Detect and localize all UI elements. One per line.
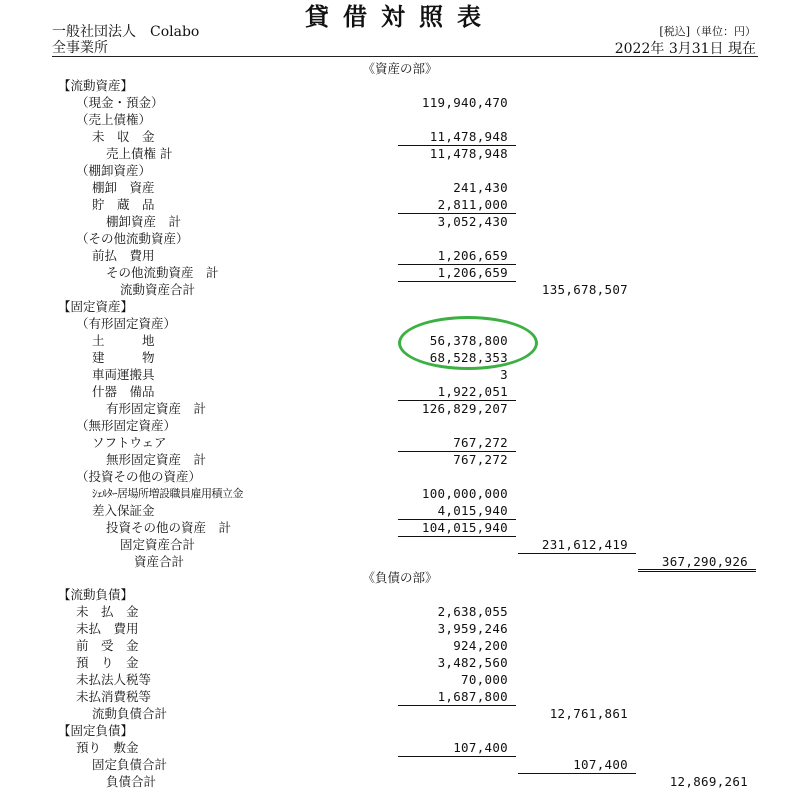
table-row	[0, 196, 800, 213]
division-name: 全事業所	[52, 40, 108, 56]
report-date: 2022年 3月31日 現在	[614, 41, 756, 57]
amount-value: 3	[500, 367, 508, 382]
amount-value: 107,400	[453, 740, 508, 755]
table-row	[0, 366, 800, 383]
amount-value: 241,430	[453, 180, 508, 195]
grand-total-value: 367,290,926	[661, 554, 748, 569]
table-row	[0, 620, 800, 637]
row-label: 前払 費用	[92, 248, 155, 263]
table-row	[0, 688, 800, 705]
amount-value: 11,478,948	[429, 129, 508, 144]
amount-value: 924,200	[453, 638, 508, 653]
table-row	[0, 281, 800, 298]
row-label: その他流動資産 計	[106, 265, 219, 280]
row-label: （その他流動資産）	[76, 231, 189, 246]
table-row	[0, 451, 800, 468]
tax-unit-label: [税込]（単位：円）	[659, 25, 756, 38]
row-label: 前 受 金	[76, 638, 139, 653]
amount-value: 2,811,000	[437, 197, 508, 212]
row-label: ソフトウェア	[92, 435, 167, 450]
amount-value: 1,206,659	[437, 248, 508, 263]
row-label: 固定負債合計	[92, 757, 168, 772]
sum-rule	[518, 553, 636, 554]
table-row	[0, 162, 800, 179]
row-label: 【流動負債】	[58, 587, 134, 602]
table-row	[0, 485, 800, 502]
table-row	[0, 128, 800, 145]
amount-value: 70,000	[461, 672, 508, 687]
total-value: 231,612,419	[541, 537, 628, 552]
row-label: ｼｪﾙﾀｰ居場所増設職員雇用積立金	[92, 487, 243, 500]
table-row	[0, 349, 800, 366]
header-rule	[52, 56, 758, 57]
row-label: 無形固定資産 計	[106, 452, 207, 467]
table-row	[0, 586, 800, 603]
amount-value: 2,638,055	[437, 604, 508, 619]
table-row	[0, 179, 800, 196]
total-value: 107,400	[573, 757, 628, 772]
subtotal-value: 104,015,940	[421, 520, 508, 535]
row-label: 未払法人税等	[76, 672, 152, 687]
table-row	[0, 603, 800, 620]
table-row	[0, 502, 800, 519]
grand-total-value: 12,869,261	[669, 774, 748, 789]
row-label: 資産合計	[134, 554, 185, 569]
page-title: 貸借対照表	[305, 2, 495, 31]
table-row	[0, 434, 800, 451]
table-row	[0, 654, 800, 671]
sum-rule	[398, 145, 516, 146]
total-value: 135,678,507	[541, 282, 628, 297]
row-label: （現金・預金）	[76, 95, 164, 110]
amount-value: 1,922,051	[437, 384, 508, 399]
amount-value: 3,482,560	[437, 655, 508, 670]
double-sum-rule	[638, 569, 756, 572]
table-row	[0, 468, 800, 485]
table-row	[0, 637, 800, 654]
row-label: 建 物	[92, 350, 155, 365]
table-row	[0, 671, 800, 688]
row-label: 固定資産合計	[120, 537, 196, 552]
row-label: 投資その他の資産 計	[106, 520, 232, 535]
total-value: 12,761,861	[549, 706, 628, 721]
row-label: 什器 備品	[92, 384, 155, 399]
row-label: （棚卸資産）	[76, 163, 152, 178]
sum-rule	[398, 756, 516, 757]
row-label: 土 地	[92, 333, 155, 348]
row-label: 未払消費税等	[76, 689, 152, 704]
table-row	[0, 94, 800, 111]
row-label: 【固定資産】	[58, 299, 134, 314]
row-label: 未 払 金	[76, 604, 139, 619]
subtotal-value: 11,478,948	[429, 146, 508, 161]
section-liabilities-heading: 《負債の部》	[362, 570, 438, 585]
table-row	[0, 111, 800, 128]
table-row	[0, 298, 800, 315]
row-label: （有形固定資産）	[76, 316, 177, 331]
sum-rule	[398, 536, 516, 537]
table-row	[0, 264, 800, 281]
organization-name: 一般社団法人 Colabo	[52, 24, 200, 40]
row-label: 棚卸資産 計	[106, 214, 182, 229]
amount-value: 56,378,800	[429, 333, 508, 348]
amount-value: 3,959,246	[437, 621, 508, 636]
amount-value: 119,940,470	[421, 95, 508, 110]
table-row	[0, 417, 800, 434]
table-row	[0, 400, 800, 417]
table-row	[0, 739, 800, 756]
sum-rule	[398, 281, 516, 282]
amount-value: 68,528,353	[429, 350, 508, 365]
subtotal-value: 767,272	[453, 452, 508, 467]
row-label: 流動資産合計	[120, 282, 196, 297]
highlight-ellipse	[398, 316, 538, 370]
row-label: 売上債権 計	[106, 146, 173, 161]
row-label: 預 り 金	[76, 655, 139, 670]
table-row	[0, 247, 800, 264]
table-row	[0, 315, 800, 332]
amount-value: 767,272	[453, 435, 508, 450]
table-row	[0, 536, 800, 553]
row-label: 預り 敷金	[76, 740, 139, 755]
table-row	[0, 722, 800, 739]
row-label: 流動負債合計	[92, 706, 168, 721]
table-row	[0, 383, 800, 400]
row-label: 貯 蔵 品	[92, 197, 155, 212]
table-row	[0, 230, 800, 247]
sum-rule	[398, 519, 516, 520]
amount-value: 100,000,000	[421, 486, 508, 501]
table-row	[0, 77, 800, 94]
sum-rule	[398, 213, 516, 214]
row-label: 負債合計	[106, 774, 157, 789]
table-row	[0, 773, 800, 790]
row-label: 【固定負債】	[58, 723, 134, 738]
table-row	[0, 705, 800, 722]
row-label: （投資その他の資産）	[76, 469, 202, 484]
sum-rule	[398, 705, 516, 706]
subtotal-value: 3,052,430	[437, 214, 508, 229]
table-row	[0, 145, 800, 162]
amount-value: 1,687,800	[437, 689, 508, 704]
amount-value: 4,015,940	[437, 503, 508, 518]
section-assets-heading: 《資産の部》	[362, 61, 438, 76]
subtotal-value: 1,206,659	[437, 265, 508, 280]
sum-rule	[398, 451, 516, 452]
table-row	[0, 553, 800, 570]
row-label: 未 収 金	[92, 129, 155, 144]
row-label: （売上債権）	[76, 112, 152, 127]
row-label: 有形固定資産 計	[106, 401, 207, 416]
table-row	[0, 519, 800, 536]
table-row	[0, 756, 800, 773]
table-row	[0, 213, 800, 230]
subtotal-value: 126,829,207	[421, 401, 508, 416]
row-label: 差入保証金	[92, 503, 155, 518]
sum-rule	[518, 773, 636, 774]
sum-rule	[398, 400, 516, 401]
row-label: 棚卸 資産	[92, 180, 155, 195]
row-label: （無形固定資産）	[76, 418, 177, 433]
row-label: 【流動資産】	[58, 78, 134, 93]
sum-rule	[398, 264, 516, 265]
row-label: 車両運搬具	[92, 367, 155, 382]
row-label: 未払 費用	[76, 621, 139, 636]
